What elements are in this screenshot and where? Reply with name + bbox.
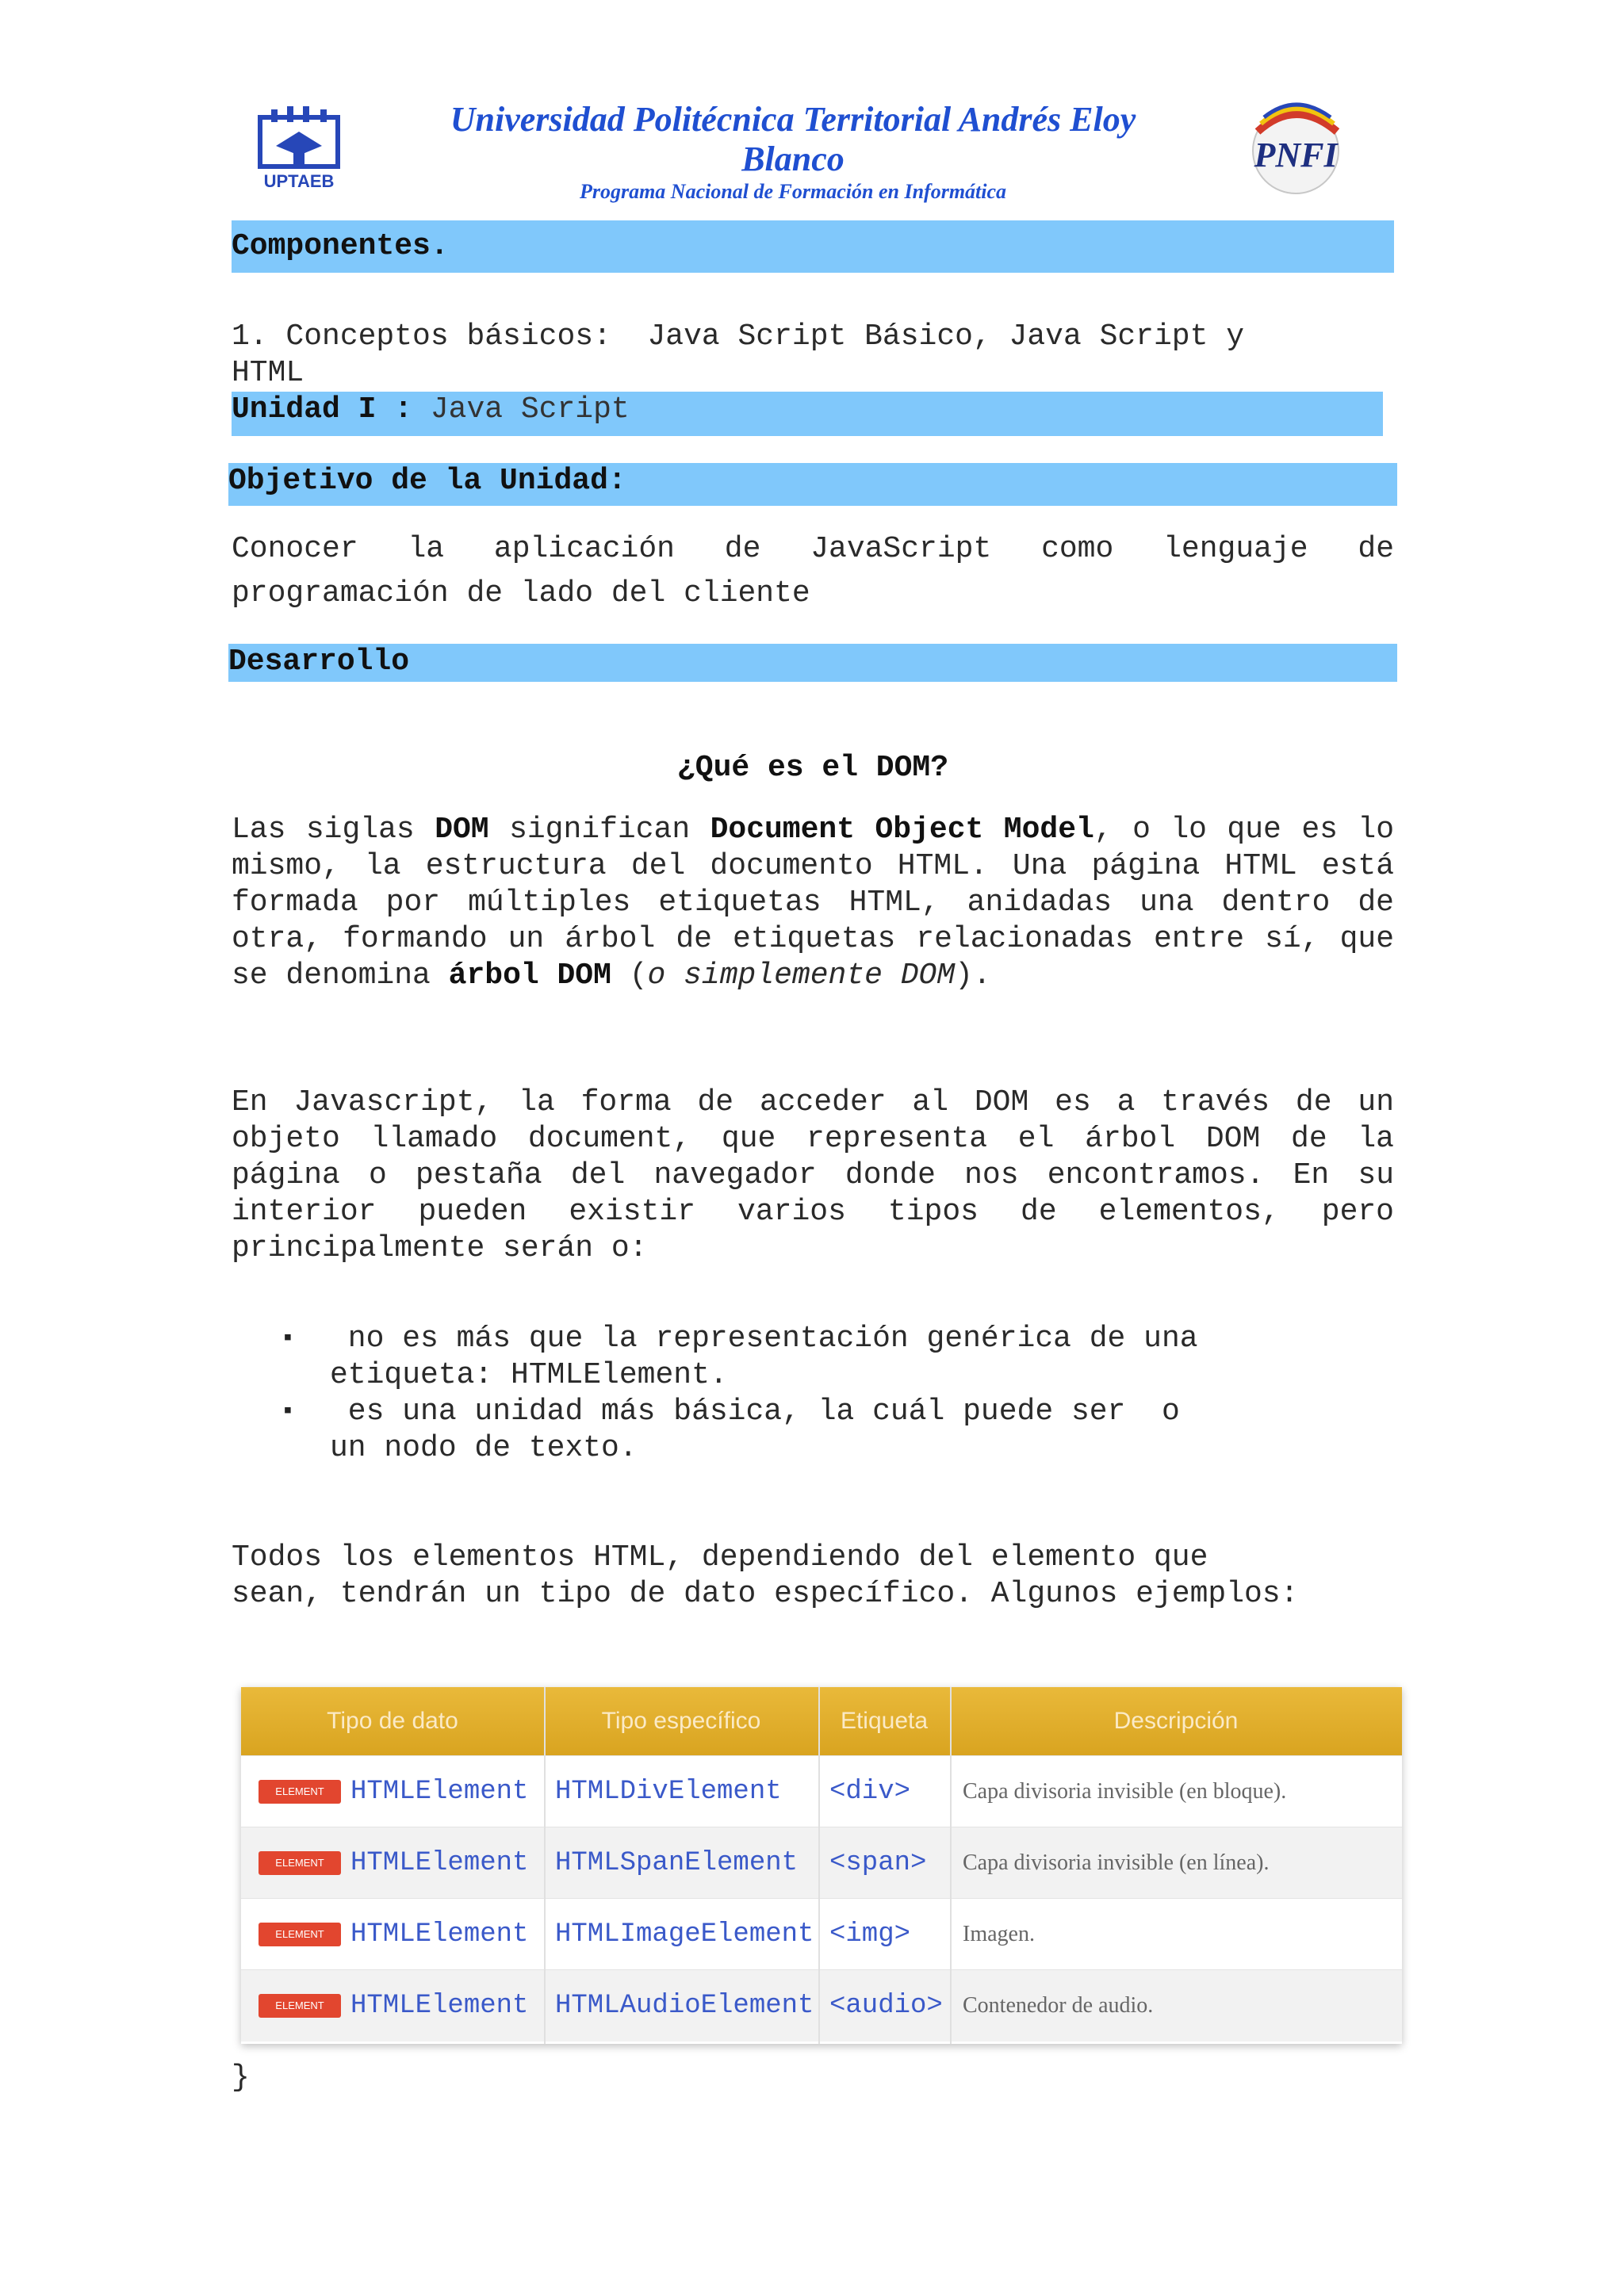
cell-descripcion: Contenedor de audio. <box>963 1993 1154 2018</box>
p1-arbol-dom: árbol DOM <box>448 959 611 993</box>
conceptos-line1: 1. Conceptos básicos: Java Script Básico, Java Script y <box>232 320 1245 354</box>
cell-etiqueta: <span> <box>829 1848 927 1878</box>
objetivo-bar <box>228 463 1397 506</box>
dom-paragraph-3-line2: sean, tendrán un tipo de dato específico. Algunos ejemplos: <box>232 1577 1299 1611</box>
cell-etiqueta: <div> <box>829 1777 911 1807</box>
p1-g: ( <box>611 959 648 993</box>
th-etiqueta: Etiqueta <box>840 1708 929 1734</box>
table-header <box>241 1687 1402 1755</box>
col-divider <box>950 1687 952 2044</box>
bullet-1-marker: ▪ <box>281 1326 296 1353</box>
table-row <box>241 1755 1402 1827</box>
table-row <box>241 1827 1402 1899</box>
p1-c: significan <box>488 813 710 847</box>
element-badge: ELEMENT <box>259 1780 341 1804</box>
p1-document-object-model: Document Object Model <box>710 813 1094 847</box>
p1-i: ). <box>955 959 991 993</box>
cell-descripcion: Capa divisoria invisible (en línea). <box>963 1850 1270 1875</box>
uptaeb-logo <box>252 103 346 197</box>
uptaeb-logo-text: UPTAEB <box>263 171 335 191</box>
dom-types-table <box>241 1687 1402 2044</box>
element-badge: ELEMENT <box>259 1923 341 1946</box>
componentes-heading: Componentes. <box>232 229 449 263</box>
col-divider <box>818 1687 820 2044</box>
col-divider <box>544 1687 546 2044</box>
university-title: Universidad Politécnica Territorial Andrés Eloy Blanco <box>450 100 1136 178</box>
cell-tipo: HTMLElement <box>350 1919 529 1950</box>
bullet-1-line1: no es más que la representación genérica de una <box>330 1322 1198 1356</box>
unidad-bar <box>232 392 1383 436</box>
bullet-1-line2: etiqueta: HTMLElement. <box>330 1358 728 1392</box>
unidad-value: Java Script <box>412 392 630 427</box>
closing-brace: } <box>232 2061 250 2095</box>
p1-a: Las siglas <box>232 813 435 847</box>
p1-e: , o lo que es lo mismo, la estructura del documento HTML. Una página HTML está formada por múltiples etiquetas HTML, anidadas una dentro de otra, formando un árbol de etiquetas relacionadas entre sí, que se denomina <box>232 813 1395 993</box>
dom-paragraph-1 <box>232 812 1394 994</box>
dom-paragraph-3-line1: Todos los elementos HTML, dependiendo del elemento que <box>232 1540 1208 1575</box>
p1-dom-bold: DOM <box>435 813 489 847</box>
th-tipo-especifico: Tipo específico <box>601 1708 761 1734</box>
unidad-label: Unidad I : <box>232 392 413 427</box>
th-descripcion: Descripción <box>1113 1708 1239 1734</box>
objetivo-text-line2: programación de lado del cliente <box>232 576 810 610</box>
desarrollo-heading: Desarrollo <box>228 645 410 679</box>
objetivo-heading: Objetivo de la Unidad: <box>228 464 626 498</box>
cell-especifico: HTMLDivElement <box>555 1777 782 1807</box>
cell-tipo: HTMLElement <box>350 1848 529 1878</box>
objetivo-text-line1: Conocer la aplicación de JavaScript como lenguaje de <box>232 532 1394 566</box>
program-subtitle: Programa Nacional de Formación en Informática <box>579 180 1007 203</box>
element-badge: ELEMENT <box>259 1994 341 2018</box>
cell-tipo: HTMLElement <box>350 1991 529 2021</box>
table-row <box>241 1898 1402 1970</box>
th-tipo-dato: Tipo de dato <box>327 1708 458 1734</box>
cell-especifico: HTMLAudioElement <box>555 1991 814 2021</box>
dom-heading: ¿Qué es el DOM? <box>676 751 949 785</box>
cell-etiqueta: <audio> <box>829 1991 943 2021</box>
p1-simplemente: o simplemente DOM <box>647 959 956 993</box>
conceptos-line2: HTML <box>232 356 304 390</box>
cell-descripcion: Capa divisoria invisible (en bloque). <box>963 1779 1287 1804</box>
table-row <box>241 1969 1402 2042</box>
cell-etiqueta: <img> <box>829 1919 911 1950</box>
desarrollo-bar <box>228 644 1397 682</box>
element-badge: ELEMENT <box>259 1851 341 1875</box>
bullet-2-line1: es una unidad más básica, la cuál puede ser o <box>330 1395 1180 1429</box>
dom-paragraph-2: En Javascript, la forma de acceder al DOM es a través de un objeto llamado document, que representa el árbol DOM de la página o pestaña del navegador donde nos encontramos. En su interior pueden existir varios tipos de elementos, pero principalmente serán o: <box>232 1085 1394 1265</box>
bullet-2-line2: un nodo de texto. <box>330 1431 638 1465</box>
pnfi-logo <box>1242 100 1350 198</box>
cell-tipo: HTMLElement <box>350 1777 529 1807</box>
pnfi-logo-text: PNFI <box>1254 136 1338 174</box>
cell-especifico: HTMLImageElement <box>555 1919 814 1950</box>
cell-especifico: HTMLSpanElement <box>555 1848 799 1878</box>
bullet-2-marker: ▪ <box>281 1399 296 1425</box>
componentes-bar <box>232 220 1394 273</box>
cell-descripcion: Imagen. <box>963 1922 1035 1946</box>
